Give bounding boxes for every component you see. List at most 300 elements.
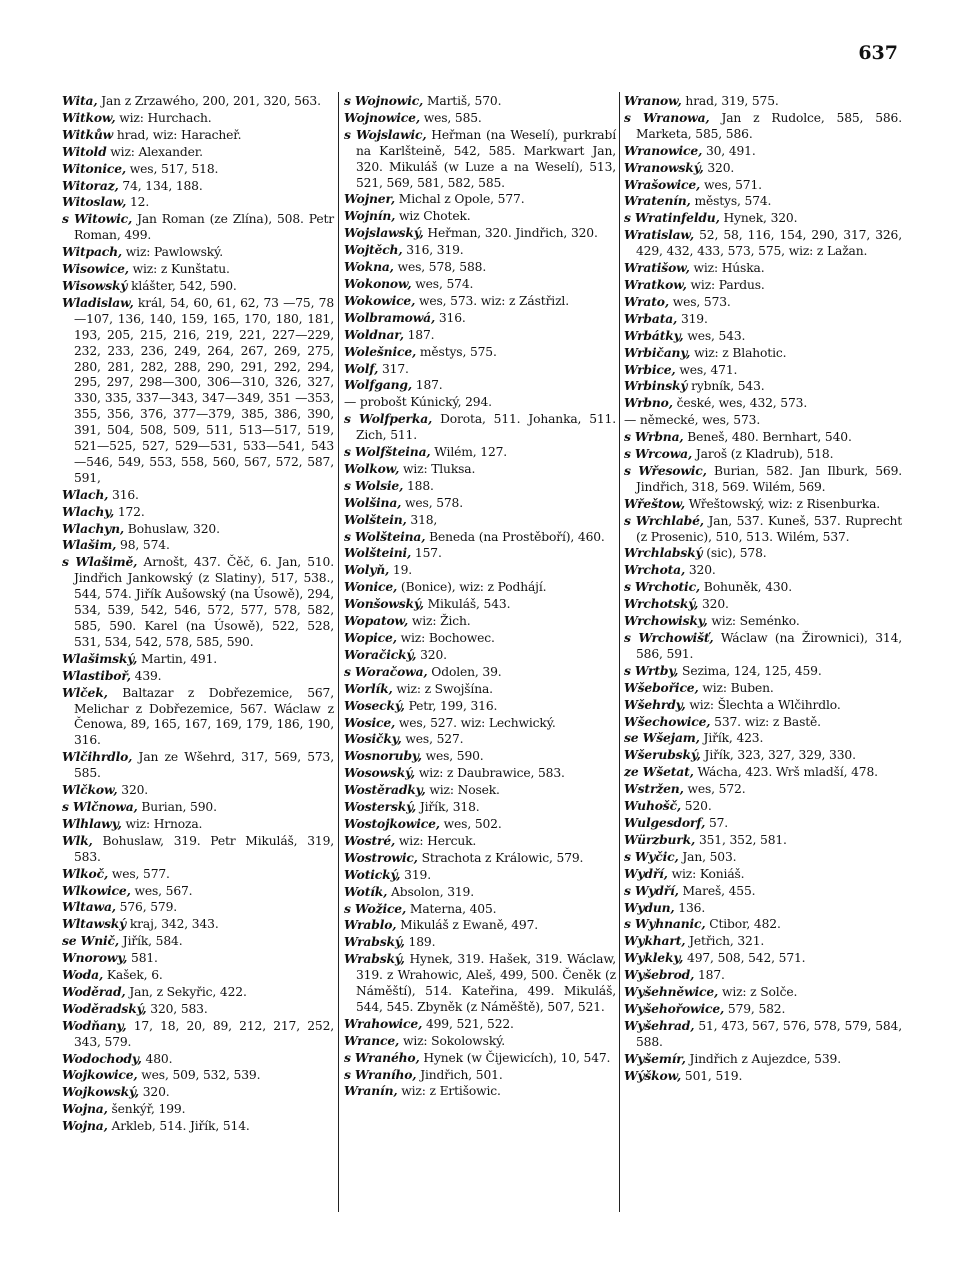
index-entry (624, 545, 902, 562)
index-references: wiz: Bochowec. (396, 631, 495, 645)
index-references: wiz: z Blahotic. (690, 345, 787, 360)
index-references: wiz: Pardus. (686, 277, 765, 292)
index-references: 30, 491. (702, 143, 756, 158)
index-entry (344, 647, 616, 664)
index-references: 188. (403, 478, 434, 493)
index-headword: Wostré, (344, 832, 396, 848)
index-entry (344, 93, 616, 110)
index-entry (62, 278, 334, 295)
index-entry (624, 1018, 902, 1051)
index-entry (344, 361, 616, 378)
index-entry (624, 950, 902, 967)
index-references: Sezima, 124, 125, 459. (678, 663, 822, 678)
index-headword: s Wožice, (344, 900, 407, 916)
index-references: Jan, z Sekyřic, 422. (125, 984, 247, 999)
index-headword: Würzburk, (624, 831, 696, 847)
index-headword: Wojner, (344, 191, 396, 207)
index-entry (624, 496, 902, 513)
index-headword: Wosterský, (344, 799, 417, 815)
index-entry (624, 143, 902, 160)
index-headword: Wisowice, (62, 261, 129, 277)
index-headword: s Wlašimě, (62, 554, 138, 570)
index-headword: Wolšina, (344, 494, 402, 510)
index-references: Beneš, 480. Bernhart, 540. (683, 430, 852, 445)
index-entry (344, 191, 616, 208)
index-references: král, 54, 60, 61, 62, 73 —75, 78—107, 136, 140, 159, 165, 170, 180, 181, 193, 205, 215, 216, 219, 221, 227—229, 232, 233, 236, 249, 264, 267, 269, 275, 280, 281, 282, 288, 290, 291, 292, 294, 295, 297, 298—300, 306—310, 326, 327, 330, 335, 337—343, 347—349, 351 —353, 355, 356, 376, 377—379, 385, 386, 390, 391, 504, 508, 509, 511, 513—517, 519, 521—525, 527, 529—531, 533—541, 543—546, 549, 553, 558, 560, 567, 572, 587, 591, (74, 295, 334, 485)
index-headword: Wosowský, (344, 765, 416, 781)
index-entry (344, 545, 616, 562)
index-entry (624, 1051, 902, 1068)
index-headword: s Wraného, (344, 1049, 420, 1065)
index-headword: Wnorowy, (62, 950, 128, 966)
index-headword: Wojna, (62, 1118, 108, 1134)
index-references: 187. (694, 968, 725, 983)
index-headword: Wladislaw, (62, 294, 134, 310)
index-entry (344, 748, 616, 765)
index-references: Jiřík, 318. (416, 800, 480, 815)
index-entry (62, 950, 334, 967)
index-references: 316. (435, 310, 466, 325)
index-references: 316. (108, 487, 139, 502)
index-entry (624, 663, 902, 680)
index-headword: Wrabský, (344, 951, 405, 967)
index-references: Jan, 537. Kuneš, 537. Ruprecht (z Prosenic), 510, 513. Wilém, 537. (636, 513, 903, 544)
index-references: 187. (412, 378, 443, 393)
index-entry (344, 782, 616, 799)
index-references: 51, 473, 567, 576, 578, 579, 584, 588. (636, 1018, 902, 1049)
index-headword: Wrbátky, (624, 327, 684, 343)
index-headword: Woldnar, (344, 326, 404, 342)
index-headword: s Wyčic, (624, 848, 679, 864)
index-references: 12. (126, 195, 150, 210)
index-headword: Wolbramowá, (344, 309, 436, 325)
index-entry (624, 714, 902, 731)
index-references: wiz: Hurchach. (115, 110, 212, 125)
index-headword: Wrbinský (624, 378, 688, 394)
index-headword: ze Wšetat, (624, 764, 694, 780)
index-headword: Wykhart, (624, 933, 686, 949)
index-headword: Woračický, (344, 646, 417, 662)
index-references: 320. (138, 1085, 170, 1100)
index-references: wes, 571. (700, 177, 762, 192)
index-headword: s Wolsie, (344, 477, 404, 493)
index-references: 57. (705, 815, 729, 830)
index-references: Jindřich, 501. (416, 1067, 503, 1082)
index-headword: s Woračowa, (344, 663, 428, 679)
index-entry (62, 521, 334, 538)
index-references: Jan z Zrzawého, 200, 201, 320, 563. (97, 94, 321, 108)
index-entry (62, 127, 334, 144)
index-entry (624, 177, 902, 194)
index-entry (624, 680, 902, 697)
index-entry (624, 328, 902, 345)
index-entry (344, 579, 616, 596)
index-entry (344, 833, 616, 850)
index-references: 17, 18, 20, 89, 212, 217, 252, 343, 579. (74, 1018, 334, 1049)
index-references: 520. (681, 799, 712, 814)
index-headword: Wostěradky, (344, 782, 426, 798)
index-references: 316, 319. (402, 243, 464, 258)
index-entry (344, 242, 616, 259)
index-entry (624, 1001, 902, 1018)
index-headword: Wita, (62, 93, 98, 108)
index-references: Michal z Opole, 577. (395, 192, 525, 207)
index-entry (624, 933, 902, 950)
index-references: wes, 573. (668, 294, 731, 309)
index-references: 52, 58, 116, 154, 290, 317, 326, 429, 432, 433, 573, 575, wiz: z Lažan. (636, 228, 902, 259)
index-entry (344, 461, 616, 478)
index-entry (344, 731, 616, 748)
index-entry (344, 208, 616, 225)
index-references: Jan, 503. (678, 849, 737, 864)
index-headword: s Wrcowa, (624, 446, 693, 462)
index-headword: Wojna, (62, 1101, 108, 1117)
index-entry (624, 798, 902, 815)
index-references: wiz: z Swojšína. (392, 681, 493, 696)
index-entry (624, 378, 902, 395)
index-references: Materna, 405. (406, 901, 497, 916)
index-references: Hynek, 320. (719, 211, 798, 226)
index-headword: Wodňany, (62, 1017, 127, 1033)
index-references: 317. (378, 361, 409, 376)
index-entry (62, 211, 334, 244)
index-headword: Wolšteini, (344, 545, 412, 561)
index-headword: s Wolfšteina, (344, 444, 431, 460)
index-references: wiz: Alexander. (106, 144, 203, 159)
index-entry (62, 178, 334, 195)
index-references: wiz: Tluksa. (399, 461, 476, 476)
index-references: — probošt Kúnický, 294. (344, 395, 492, 410)
index-headword: Wlachy, (62, 503, 115, 519)
index-references: wiz: Šlechta a Wlčihrdlo. (685, 697, 841, 712)
index-headword: Wyšebrod, (624, 967, 695, 983)
index-references: Jan Roman (ze Zlína), 508. Petr Roman, 499. (74, 212, 334, 243)
index-entry (624, 984, 902, 1001)
index-entry (344, 344, 616, 361)
index-headword: Wranowice, (624, 142, 703, 158)
index-entry (624, 579, 902, 596)
index-references: wiz Chotek. (395, 209, 471, 224)
index-entry (344, 276, 616, 293)
index-references: Dorota, 511. Johanka, 511. Zich, 511. (356, 412, 616, 443)
index-references: Martiš, 570. (423, 94, 502, 108)
index-references: wes, 509, 532, 539. (137, 1068, 261, 1083)
index-headword: Wranow, (624, 93, 682, 108)
index-headword: Wlhlawy, (62, 815, 122, 831)
index-entry (344, 225, 616, 242)
index-entry (344, 310, 616, 327)
index-entry (624, 815, 902, 832)
index-entry (62, 93, 334, 110)
index-references: Arnošt, 437. Čěč, 6. Jan, 510. Jindřich Jankowský (z Slatiny), 517, 538., 544, 574. Jiřík Aušowský (na Úsowě), 294, 534, 539, 542, 546, 572, 577, 578, 582, 585, 590. Karel (na Úsowě), 522, 528, 531, 534, 542, 578, 585, 590. (74, 555, 334, 649)
index-references: wes, 567. (130, 883, 193, 898)
index-headword: se Wšejam, (624, 730, 700, 746)
index-headword: Wrbata, (624, 310, 678, 326)
index-headword: s Wraního, (344, 1066, 417, 1082)
page-number: 637 (858, 42, 898, 64)
index-references: wes, 574. (411, 276, 474, 291)
index-references: 136. (674, 900, 706, 915)
index-references: wes, 573. wiz: z Zástřizl. (415, 293, 569, 308)
index-references: hrad, wiz: Haracheř. (113, 127, 242, 142)
index-entry (62, 295, 334, 487)
index-entry (62, 749, 334, 782)
index-headword: Wlachyn, (62, 520, 125, 536)
index-references: Bohuněk, 430. (700, 580, 792, 595)
index-headword: Wlčihrdlo, (62, 749, 133, 765)
index-entry (624, 260, 902, 277)
index-headword: Witkow, (62, 109, 116, 125)
index-entry (344, 327, 616, 344)
index-entry (62, 110, 334, 127)
index-headword: Wosice, (344, 714, 396, 730)
index-references: (Bonice), wiz: z Podhájí. (397, 580, 547, 595)
index-entry (344, 765, 616, 782)
index-entry (624, 764, 902, 781)
index-headword: Wrbičany, (624, 344, 691, 360)
index-headword: Wyšehněwice, (624, 984, 719, 1000)
index-entry (62, 967, 334, 984)
index-entry (344, 934, 616, 951)
index-headword: Wltawský (62, 916, 127, 932)
index-headword: Wosecký, (344, 697, 405, 713)
index-entry (344, 293, 616, 310)
index-entry (624, 916, 902, 933)
index-headword: Wykleky, (624, 950, 684, 966)
index-headword: Wlkoč, (62, 865, 109, 881)
index-references: 576, 579. (115, 900, 177, 915)
index-entry (344, 596, 616, 613)
index-entry (624, 227, 902, 260)
index-references: 187. (403, 327, 435, 342)
index-headword: Wostrowic, (344, 849, 418, 865)
index-references: wiz: Pawlowský. (122, 245, 223, 260)
index-headword: Wrabský, (344, 934, 405, 950)
column-divider (619, 92, 620, 1212)
index-references: 537. wiz: z Bastě. (710, 714, 821, 729)
index-references: 74, 134, 188. (118, 178, 203, 193)
index-entry (344, 411, 616, 444)
index-references: 497, 508, 542, 571. (683, 951, 806, 966)
index-references: 320. (703, 160, 735, 175)
index-headword: s Wyhnanic, (624, 916, 706, 932)
index-references: (sic), 578. (702, 546, 767, 561)
index-references: městys, 574. (690, 194, 772, 209)
index-entry (344, 259, 616, 276)
index-references: 319. (677, 311, 708, 326)
index-entry (624, 93, 902, 110)
index-column-1 (62, 93, 334, 1135)
index-entry (344, 816, 616, 833)
index-references: Strachota z Králowic, 579. (417, 850, 584, 865)
index-entry (344, 478, 616, 495)
index-entry (344, 681, 616, 698)
index-entry (62, 916, 334, 933)
index-entry (624, 463, 902, 496)
index-entry (624, 362, 902, 379)
index-headword: Witold (62, 143, 107, 159)
index-headword: Wrahowice, (344, 1015, 423, 1031)
index-entry (62, 685, 334, 750)
index-headword: Wrašowice, (624, 176, 701, 192)
index-references: 320. (698, 597, 729, 612)
index-references: — německé, wes, 573. (624, 413, 761, 428)
index-entry (62, 161, 334, 178)
index-entry (624, 967, 902, 984)
index-headword: Witoslaw, (62, 194, 127, 210)
index-entry (344, 1016, 616, 1033)
index-headword: Wydun, (624, 899, 675, 915)
index-headword: s Wojslawic, (344, 126, 427, 142)
index-entry (624, 596, 902, 613)
index-headword: Wojkowský, (62, 1084, 139, 1100)
index-references: Jiřík, 323, 327, 329, 330. (700, 748, 856, 763)
index-entry (624, 562, 902, 579)
index-references: 501, 519. (681, 1068, 743, 1083)
index-entry (344, 884, 616, 901)
index-headword: Wydří, (624, 865, 668, 881)
column-divider (338, 92, 339, 1212)
index-references: Wáclaw (na Žirownici), 314, 586, 591. (636, 631, 902, 661)
index-entry (344, 444, 616, 461)
index-entry (344, 1050, 616, 1067)
index-references: Jiřík, 423. (699, 731, 764, 746)
index-headword: s Wrbna, (624, 429, 684, 445)
index-headword: Wyšehrad, (624, 1017, 695, 1033)
index-references: Absolon, 319. (387, 884, 474, 899)
index-headword: Wolštein, (344, 511, 407, 527)
index-references: wiz: Sokolowský. (399, 1033, 506, 1048)
index-entry (344, 630, 616, 647)
index-entry (624, 849, 902, 866)
index-headword: Wolkow, (344, 460, 400, 476)
index-headword: Wojnowice, (344, 109, 420, 125)
index-headword: Wlk, (62, 832, 93, 848)
index-headword: Wyšemír, (624, 1050, 686, 1066)
index-references: wes, 471. (675, 362, 738, 377)
index-entry (62, 799, 334, 816)
index-references: 351, 352, 581. (695, 832, 787, 847)
index-headword: Wšerubský, (624, 747, 701, 763)
index-references: wes, 578. (401, 495, 463, 510)
index-headword: Wlach, (62, 486, 109, 502)
index-entry (62, 899, 334, 916)
index-entry (344, 664, 616, 681)
index-entry (62, 933, 334, 950)
index-references: wes, 517, 518. (126, 161, 219, 176)
index-references: Jan ze Wšehrd, 317, 569, 573, 585. (74, 750, 334, 781)
index-references: Hynek (w Čijewicích), 10, 547. (419, 1050, 611, 1065)
index-headword: Wonšowský, (344, 596, 424, 612)
index-headword: Wltawa, (62, 899, 116, 915)
index-entry (624, 294, 902, 311)
index-entry (344, 394, 616, 411)
index-references: wiz: Koniáš. (667, 866, 745, 881)
index-references: Mikuláš, 543. (423, 597, 511, 612)
index-headword: Wopice, (344, 630, 397, 645)
index-headword: Wosnoruby, (344, 748, 422, 764)
index-references: 319. (400, 867, 431, 882)
index-headword: Worlík, (344, 680, 393, 696)
index-entry (62, 1101, 334, 1118)
index-references: Bohuslaw, 319. Petr Mikuláš, 319, 583. (74, 833, 334, 864)
index-references: wiz: Buben. (698, 680, 774, 695)
index-references: 320. (685, 563, 716, 578)
index-references: 581. (127, 951, 158, 966)
index-entry (62, 537, 334, 554)
index-references: Wácha, 423. Wrš mladší, 478. (693, 765, 878, 780)
index-headword: Wřeštow, (624, 495, 686, 511)
index-references: Jan z Rudolce, 585, 586. Marketa, 585, 586. (636, 110, 902, 141)
index-entry (344, 715, 616, 732)
index-entry (62, 244, 334, 261)
index-references: 19. (389, 563, 413, 578)
index-references: 157. (411, 546, 442, 561)
index-entry (344, 1067, 616, 1084)
index-headword: Wodochody, (62, 1050, 142, 1066)
index-headword: Wotický, (344, 866, 401, 882)
index-headword: Wolf, (344, 360, 379, 376)
index-entry (624, 697, 902, 714)
index-entry (624, 832, 902, 849)
index-headword: Wokonow, (344, 275, 412, 291)
index-headword: Wlčkow, (62, 782, 118, 798)
index-entry (62, 651, 334, 668)
index-headword: Wlašimský, (62, 650, 138, 666)
index-entry (62, 816, 334, 833)
index-references: hrad, 319, 575. (681, 94, 779, 108)
index-entry (62, 144, 334, 161)
index-references: rybník, 543. (687, 379, 765, 394)
index-references: Jindřich z Aujezdce, 539. (685, 1051, 841, 1066)
index-entry (344, 110, 616, 127)
index-headword: Wuhošč, (624, 798, 682, 814)
index-headword: Wranín, (344, 1083, 398, 1099)
index-headword: s Wrchowišť, (624, 630, 714, 645)
index-entry (62, 782, 334, 799)
index-references: Odolen, 39. (427, 664, 502, 679)
index-column-2 (344, 93, 616, 1100)
index-headword: Wokowice, (344, 292, 416, 308)
index-headword: Wratkow, (624, 276, 687, 292)
index-entry (624, 883, 902, 900)
index-headword: s Wratinfeldu, (624, 210, 720, 226)
index-references: wes, 577. (108, 866, 170, 881)
index-entry (624, 630, 902, 663)
index-references: Heřman, 320. Jindřich, 320. (423, 226, 598, 241)
index-headword: Witoraz, (62, 177, 119, 193)
index-entry (344, 495, 616, 512)
index-entry (624, 613, 902, 630)
index-headword: Wrchowisky, (624, 613, 708, 629)
index-headword: s Witowic, (62, 211, 133, 227)
index-headword: s Wrchlabé, (624, 512, 704, 528)
index-entry (62, 194, 334, 211)
index-headword: Wlček, (62, 684, 108, 700)
index-entry (62, 833, 334, 866)
index-references: wiz: Hrnoza. (121, 816, 203, 831)
index-references: 318, (406, 512, 438, 527)
index-entry (624, 781, 902, 798)
index-references: 480. (141, 1051, 173, 1066)
index-headword: Wotík, (344, 883, 388, 899)
index-entry (624, 311, 902, 328)
index-headword: s Wydří, (624, 882, 679, 898)
index-references: Arkleb, 514. Jiřík, 514. (107, 1119, 250, 1134)
index-references: wes, 527. (401, 732, 464, 747)
index-headword: Wratenín, (624, 193, 691, 209)
index-headword: Wolfgang, (344, 377, 413, 393)
